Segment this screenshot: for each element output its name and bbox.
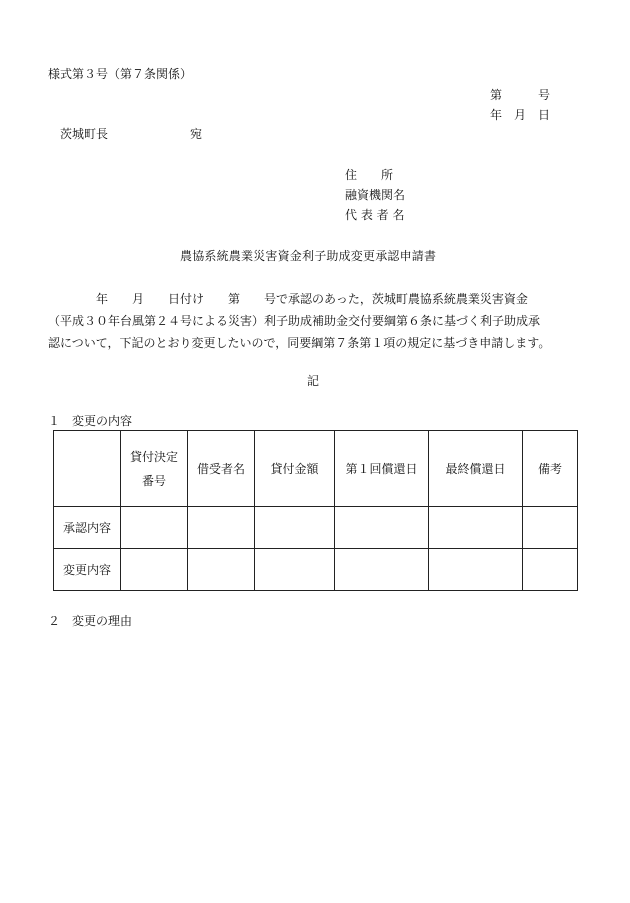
header-loan-decision-line-1: 貸付決定 [129, 449, 178, 464]
table-cell [335, 549, 429, 591]
body-line-2: （平成３０年台風第２４号による災害）利子助成補助金交付要綱第６条に基づく利子助成承 [48, 314, 541, 328]
table-cell [429, 507, 523, 549]
table-cell [523, 549, 578, 591]
table-header-row [54, 431, 578, 507]
form-number: 様式第３号（第７条関係） [48, 67, 193, 81]
document-date: 年 月 日 [490, 108, 551, 122]
table-header-loan-decision-number [121, 431, 188, 507]
table-cell [255, 507, 335, 549]
change-content-table [53, 430, 578, 591]
table-cell [255, 549, 335, 591]
table-cell [121, 507, 188, 549]
section-1-heading: １ 変更の内容 [48, 414, 133, 428]
body-paragraph [48, 288, 596, 354]
addressee: 茨城町長 [60, 127, 109, 141]
table-cell [121, 549, 188, 591]
body-line-3: 認について，下記のとおり変更したいので，同要綱第７条第１項の規定に基づき申請します。 [48, 336, 551, 350]
table-row [54, 549, 578, 591]
ki-heading: 記 [307, 374, 320, 388]
table-cell [335, 507, 429, 549]
table-header-first-repayment-date: 第１回償還日 [335, 431, 429, 507]
table-header-final-repayment-date: 最終償還日 [429, 431, 523, 507]
table-header-loan-amount: 貸付金額 [255, 431, 335, 507]
table-cell [523, 507, 578, 549]
row-label-changed-content: 変更内容 [54, 549, 121, 591]
table-header-remarks: 備考 [523, 431, 578, 507]
row-label-approved-content: 承認内容 [54, 507, 121, 549]
table-header-corner [54, 431, 121, 507]
table-cell [188, 549, 255, 591]
header-loan-decision-line-2: 番号 [141, 473, 166, 488]
section-2-heading: ２ 変更の理由 [48, 614, 133, 628]
document-number: 第 号 [490, 88, 551, 102]
addressee-suffix: 宛 [190, 127, 203, 141]
table-cell [429, 549, 523, 591]
table-cell [188, 507, 255, 549]
table-header-borrower-name: 借受者名 [188, 431, 255, 507]
document-title: 農協系統農業災害資金利子助成変更承認申請書 [180, 249, 437, 263]
representative-label: 代 表 者 名 [345, 208, 405, 222]
body-line-1: 年 月 日付け 第 号で承認のあった，茨城町農協系統農業災害資金 [48, 292, 528, 306]
institution-name-label: 融資機関名 [345, 188, 406, 202]
table-row [54, 507, 578, 549]
address-label: 住 所 [345, 168, 394, 182]
